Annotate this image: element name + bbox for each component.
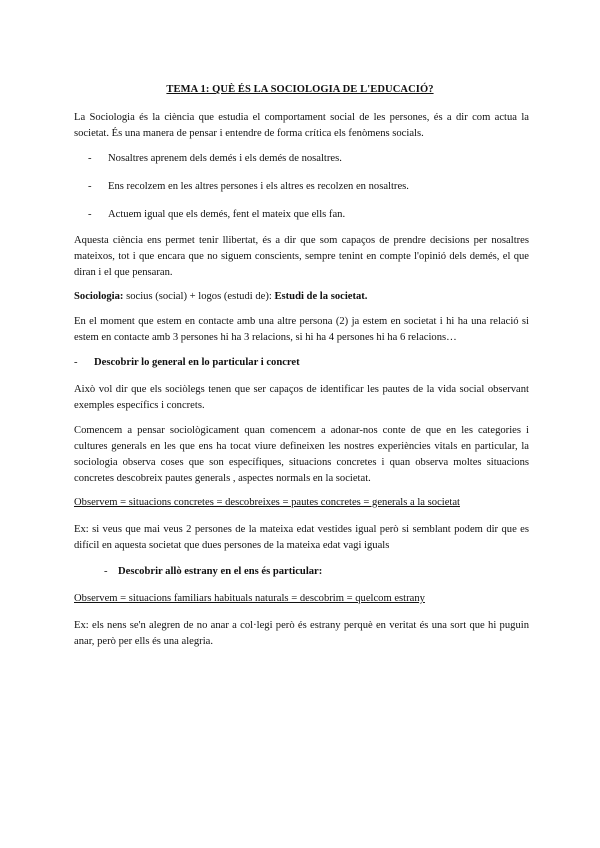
bullet-dash: - — [88, 181, 92, 192]
sociologists-paragraph: Això vol dir que els sociòlegs tenen que ser capaços de identificar les pautes de la vida social observant exemples específics i concrets. — [74, 384, 529, 411]
bullet-dash: - — [88, 209, 92, 220]
bullet-dash: - — [88, 153, 92, 164]
list-item — [88, 207, 345, 223]
list-item — [88, 179, 409, 195]
definition-meaning: Estudi de la societat. — [274, 291, 368, 302]
section-heading-text: Descobrir lo general en lo particular i concret — [94, 357, 300, 368]
intro-paragraph: La Sociologia és la ciència que estudia el comportament social de les persones, és a dir com actua la societat. És una manera de pensar i entendre de forma crítica els fenòmens socials. — [74, 112, 529, 139]
bullet-dash: - — [104, 566, 108, 577]
list-item — [88, 151, 342, 167]
section-heading — [74, 355, 300, 371]
definition-term: Sociologia: — [74, 291, 124, 302]
definition-paragraph — [74, 289, 529, 305]
example-paragraph: Ex: si veus que mai veus 2 persones de la mateixa edat vestides igual però si semblant podem dir que es difícil en aquesta societat que dues persones de la mateixa edat vagi iguals — [74, 524, 529, 551]
freedom-paragraph: Aquesta ciència ens permet tenir llibertat, és a dir que som capaços de prendre decisions per nosaltres mateixos, tot i que encara que no siguem conscients, sempre tenint en compte l'opinió dels demés, el que diran i el que pensaran. — [74, 235, 529, 278]
section-heading-text: Descobrir allò estrany en el ens és particular: — [118, 566, 323, 577]
list-item-text: Nosaltres aprenem dels demés i els demés de nosaltres. — [108, 153, 342, 164]
bullet-dash: - — [74, 357, 78, 368]
formula-line: Observem = situacions familiars habituals naturals = descobrim = quelcom estrany — [74, 593, 425, 604]
list-item-text: Ens recolzem en les altres persones i els altres es recolzen en nosaltres. — [108, 181, 409, 192]
formula-line: Observem = situacions concretes = descobreixes = pautes concretes = generals a la societat — [74, 497, 460, 508]
sociological-thinking-paragraph: Comencem a pensar sociològicament quan comencem a adonar-nos conte de que en les categories i cultures generals en les que ens ha tocat viure defineixen les nostres experiències vitals en particular, la sociologia observa coses que son específiques, situacions concretes i quan observa moltes situacions concretes descobreix pautes generals , aspectes normals en la societat. — [74, 425, 529, 484]
page-title: TEMA 1: QUÈ ÉS LA SOCIOLOGIA DE L'EDUCACIÓ? — [166, 84, 434, 95]
relations-paragraph: En el moment que estem en contacte amb una altre persona (2) ja estem en societat i hi ha una relació si estem en contacte amb 3 persones hi ha 3 relacions, si hi ha 4 persones hi ha 6 relacions… — [74, 316, 529, 343]
list-item-text: Actuem igual que els demés, fent el mateix que ells fan. — [108, 209, 346, 220]
definition-etymology: socius (social) + logos (estudi de): — [123, 291, 275, 302]
example-paragraph: Ex: els nens se'n alegren de no anar a col·legi però és estrany perquè en veritat és una sort que hi puguin anar, però per ells és una alegria. — [74, 620, 529, 647]
section-heading — [104, 564, 322, 580]
